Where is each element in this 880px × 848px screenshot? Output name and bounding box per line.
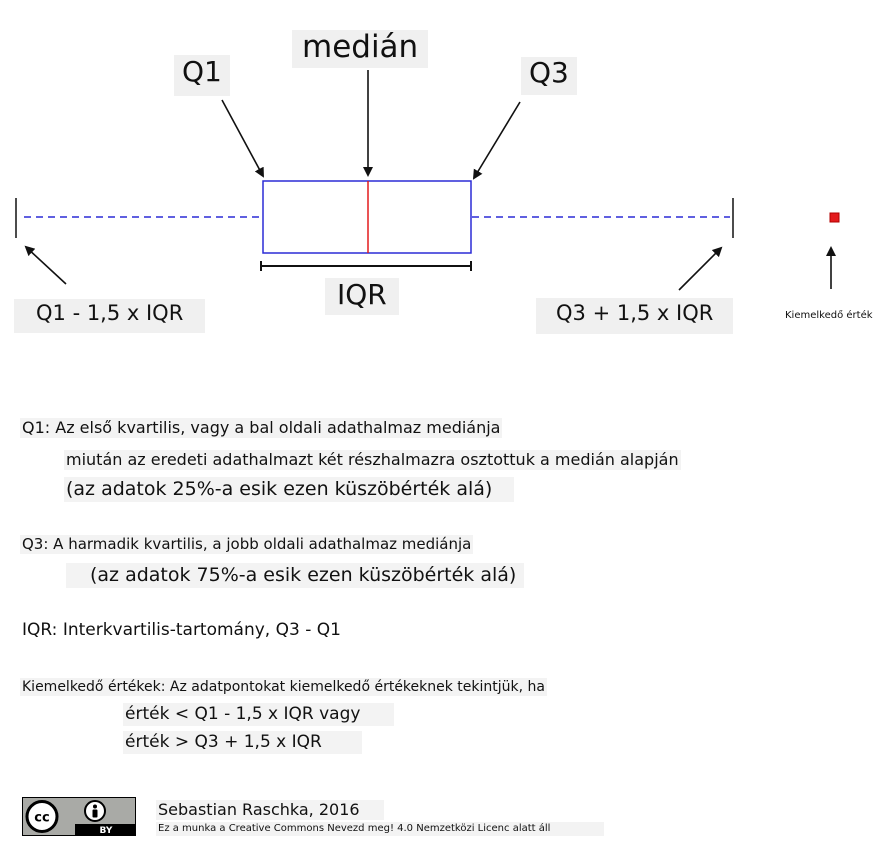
q1-note-line2: miután az eredeti adathalmazt két részhalmazra osztottuk a medián alapján <box>66 450 679 469</box>
q3-arrow <box>474 102 520 178</box>
outlier-label: Kiemelkedő érték <box>783 309 875 326</box>
median-label: medián <box>292 30 428 68</box>
lower-whisker-arrow <box>26 247 66 284</box>
lower-whisker-label: Q1 - 1,5 x IQR <box>14 299 205 333</box>
outlier-note-line3: érték > Q3 + 1,5 x IQR <box>123 731 362 754</box>
q1-note-line1: Q1: Az első kvartilis, vagy a bal oldali adathalmaz mediánja <box>22 418 501 437</box>
outlier-note-line2: érték < Q1 - 1,5 x IQR vagy <box>123 703 394 726</box>
license-text: Ez a munka a Creative Commons Nevezd meg! 4.0 Nemzetközi Licenc alatt áll <box>156 822 604 836</box>
cc-by-badge <box>22 797 136 836</box>
upper-whisker-arrow <box>679 248 721 290</box>
by-label: BY <box>99 826 113 835</box>
iqr-label: IQR <box>325 278 399 315</box>
q1-note-line3: (az adatok 25%-a esik ezen küszöbérték alá) <box>64 477 514 502</box>
outlier-note-line1: Kiemelkedő értékek: Az adatpontokat kiemelkedő értékeknek tekintjük, ha <box>22 679 545 695</box>
q1-arrow <box>222 100 263 176</box>
cc-logo-text: cc <box>34 810 50 826</box>
iqr-box <box>263 181 471 253</box>
q3-note-line2: (az adatok 75%-a esik ezen küszöbérték alá) <box>66 563 524 588</box>
q3-note-line1: Q3: A harmadik kvartilis, a jobb oldali adathalmaz mediánja <box>22 535 472 553</box>
q1-label: Q1 <box>174 55 230 96</box>
q3-label: Q3 <box>521 57 577 95</box>
iqr-note: IQR: Interkvartilis-tartomány, Q3 - Q1 <box>22 620 341 640</box>
author-credit: Sebastian Raschka, 2016 <box>156 800 384 820</box>
outlier-point <box>830 213 839 222</box>
upper-whisker-label: Q3 + 1,5 x IQR <box>536 298 733 334</box>
